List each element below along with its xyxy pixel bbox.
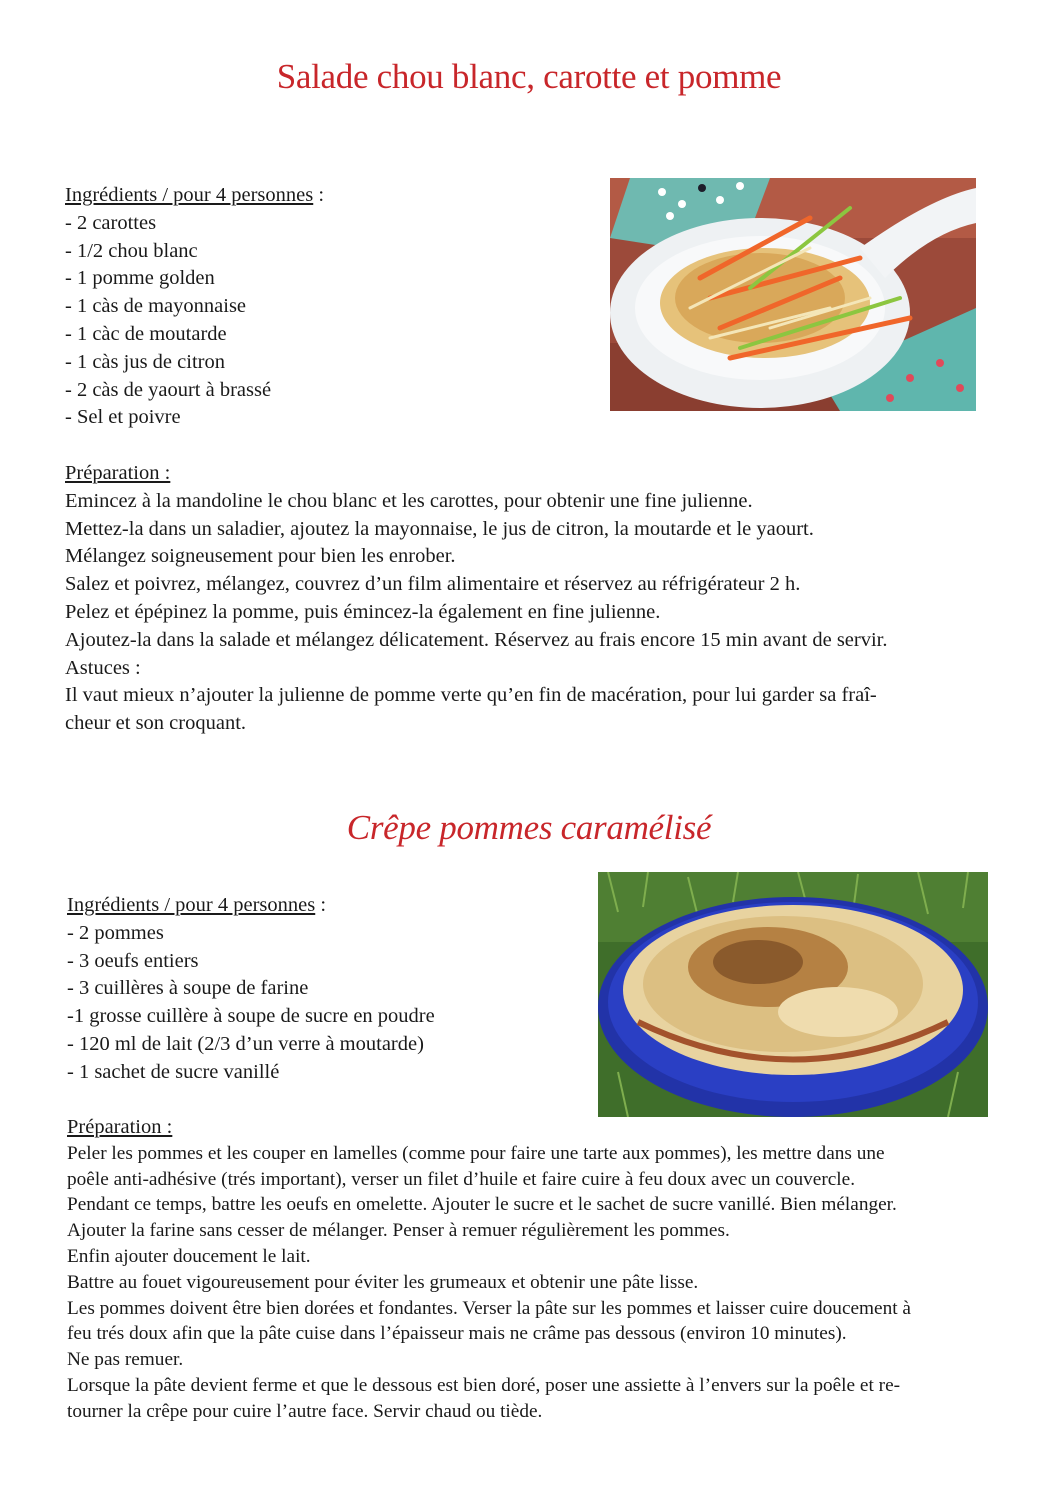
preparation-line: Ajouter la farine sans cesser de mélanger. Penser à remuer régulièrement les pommes. — [67, 1220, 730, 1242]
ingredient-item: - 3 cuillères à soupe de farine — [67, 977, 309, 1000]
preparation-line: Peler les pommes et les couper en lamelles (comme pour faire une tarte aux pommes), les mettre dans une — [67, 1142, 885, 1164]
recipe2-title: Crêpe pommes caramélisé — [346, 808, 712, 847]
ingredients-heading: Ingrédients / pour 4 personnes : — [67, 894, 327, 916]
recipe1-ingredients — [65, 182, 324, 432]
preparation-heading: Préparation : — [67, 1116, 173, 1138]
ingredient-item: - Sel et poivre — [65, 406, 181, 429]
preparation-line: Enfin ajouter doucement le lait. — [67, 1245, 311, 1267]
salad-photo — [610, 178, 976, 411]
ingredients-heading: Ingrédients / pour 4 personnes : — [65, 184, 325, 206]
preparation-line: Battre au fouet vigoureusement pour éviter les grumeaux et obtenir une pâte lisse. — [67, 1271, 699, 1293]
preparation-line: Pendant ce temps, battre les oeufs en omelette. Ajouter le sucre et le sachet de sucre vanillé. Bien mélanger. — [67, 1194, 897, 1216]
preparation-line: Il vaut mieux n’ajouter la julienne de pomme verte qu’en fin de macération, pour lui garder sa fraî- — [65, 684, 877, 707]
preparation-line: Lorsque la pâte devient ferme et que le dessous est bien doré, poser une assiette à l’envers sur la poêle et re- — [67, 1374, 901, 1396]
preparation-line: Mettez-la dans un saladier, ajoutez la mayonnaise, le jus de citron, la moutarde et le yaourt. — [65, 517, 814, 540]
ingredient-item: - 1 pomme golden — [65, 267, 215, 290]
preparation-heading: Préparation : — [65, 462, 171, 484]
recipe1-preparation — [65, 460, 887, 738]
preparation-line: Ajoutez-la dans la salade et mélangez délicatement. Réservez au frais encore 15 min avant de servir. — [65, 628, 888, 651]
ingredient-item: - 120 ml de lait (2/3 d’un verre à moutarde) — [67, 1032, 424, 1055]
preparation-line: Les pommes doivent être bien dorées et fondantes. Verser la pâte sur les pommes et laisser cuire doucement à — [67, 1297, 911, 1319]
ingredient-item: - 1 càs de mayonnaise — [65, 295, 247, 318]
preparation-line: Ne pas remuer. — [67, 1349, 184, 1371]
ingredient-item: - 2 càs de yaourt à brassé — [65, 378, 272, 401]
preparation-line: Mélangez soigneusement pour bien les enrober. — [65, 545, 456, 568]
ingredient-item: -1 grosse cuillère à soupe de sucre en poudre — [67, 1005, 435, 1028]
ingredient-item: - 2 pommes — [67, 921, 164, 944]
crepe-photo — [598, 872, 988, 1117]
ingredient-item: - 1/2 chou blanc — [65, 239, 198, 262]
preparation-line: feu trés doux afin que la pâte cuise dans l’épaisseur mais ne crâme pas dessous (environ 10 minutes). — [67, 1323, 847, 1345]
ingredient-item: - 2 carottes — [65, 211, 157, 234]
preparation-line: Salez et poivrez, mélangez, couvrez d’un film alimentaire et réservez au réfrigérateur 2 h. — [65, 573, 801, 596]
preparation-line: tourner la crêpe pour cuire l’autre face. Servir chaud ou tiède. — [67, 1400, 543, 1422]
ingredient-item: - 1 sachet de sucre vanillé — [67, 1060, 280, 1083]
preparation-line: Emincez à la mandoline le chou blanc et les carottes, pour obtenir une fine julienne. — [65, 489, 753, 512]
ingredient-item: - 3 oeufs entiers — [67, 949, 199, 972]
recipe2-ingredients — [67, 892, 435, 1087]
preparation-line: Pelez et épépinez la pomme, puis émincez-la également en fine julienne. — [65, 600, 661, 623]
ingredient-item: - 1 càc de moutarde — [65, 322, 227, 345]
preparation-line: poêle anti-adhésive (trés important), verser un filet d’huile et faire cuire à feu doux avec un couvercle. — [67, 1168, 856, 1190]
ingredient-item: - 1 càs jus de citron — [65, 350, 225, 373]
recipe1-title: Salade chou blanc, carotte et pomme — [276, 57, 782, 96]
preparation-line: cheur et son croquant. — [65, 712, 247, 735]
recipe2-preparation — [67, 1115, 911, 1425]
preparation-line: Astuces : — [65, 656, 141, 679]
